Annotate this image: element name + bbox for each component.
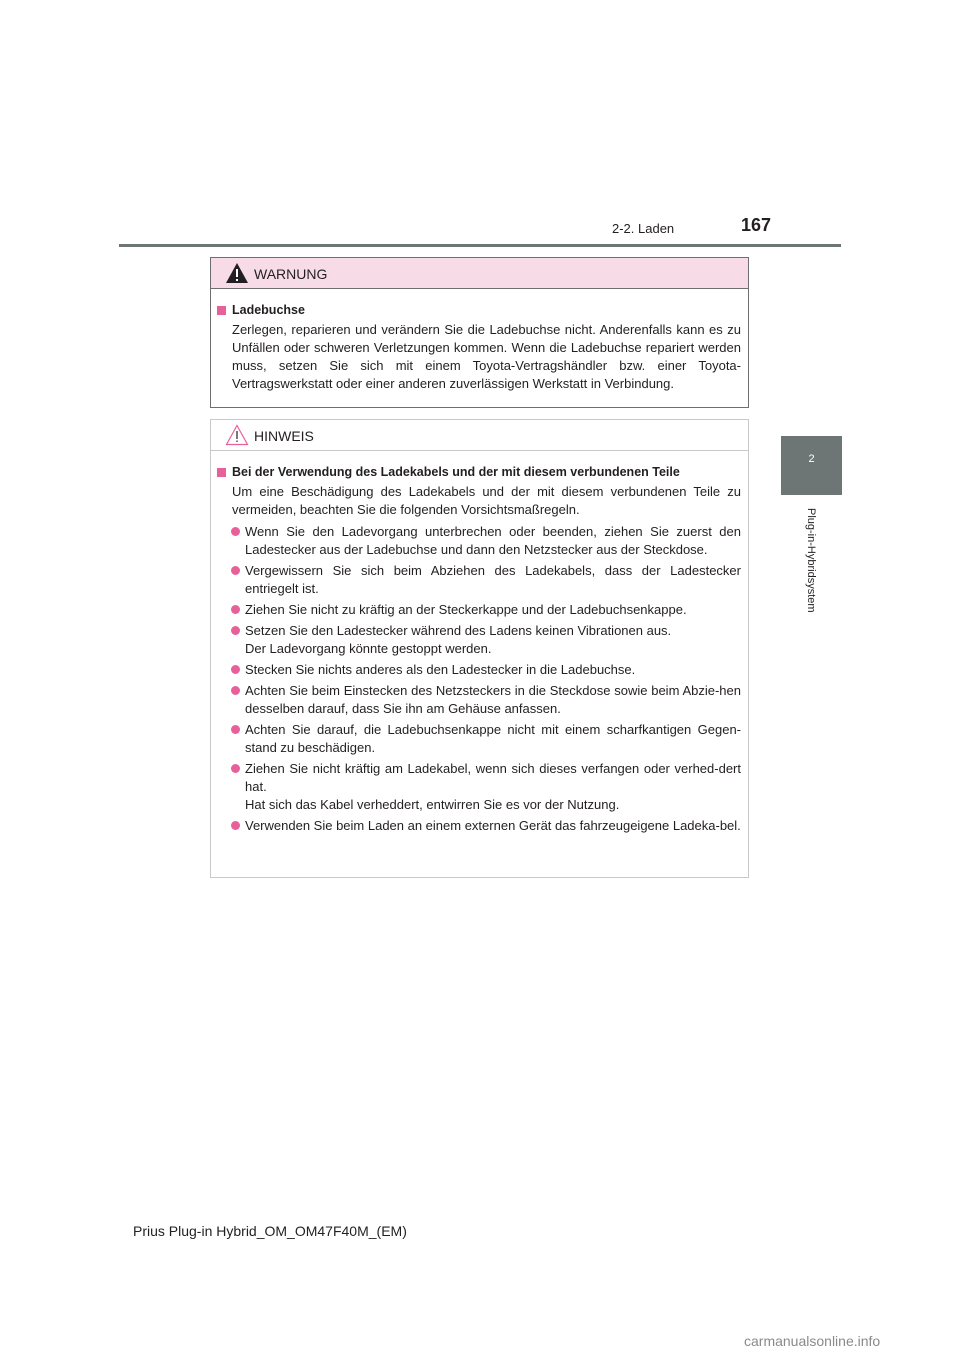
square-bullet-icon <box>217 306 226 315</box>
warning-header <box>211 258 748 289</box>
list-item: Setzen Sie den Ladestecker während des Ladens keinen Vibrationen aus. Der Ladevorgang könnte gestoppt werden. <box>214 622 741 658</box>
hint-content <box>211 451 748 835</box>
circle-bullet-icon <box>231 764 240 773</box>
list-item: Stecken Sie nichts anderes als den Ladestecker in die Ladebuchse. <box>214 661 741 679</box>
circle-bullet-icon <box>231 725 240 734</box>
hint-header <box>211 420 748 451</box>
hint-title: HINWEIS <box>254 428 314 444</box>
hint-intro: Um eine Beschädigung des Ladekabels und der mit diesem verbundenen Teile zu vermeiden, beachten Sie die folgenden Vorsichtsmaßregeln. <box>232 484 741 517</box>
page-number: 167 <box>741 215 772 235</box>
list-item: Ziehen Sie nicht kräftig am Ladekabel, wenn sich dieses verfangen oder verhed-dert hat. Hat sich das Kabel verheddert, entwirren Sie es vor der Nutzung. <box>214 760 741 814</box>
warning-box <box>210 257 749 408</box>
list-item: Vergewissern Sie sich beim Abziehen des Ladekabels, dass der Ladestecker entriegelt ist. <box>214 562 741 598</box>
chapter-title: Plug-in-Hybridsystem <box>805 508 817 613</box>
list-item: Ziehen Sie nicht zu kräftig an der Steckerkappe und der Ladebuchsenkappe. <box>214 601 741 619</box>
circle-bullet-icon <box>231 665 240 674</box>
warning-text: Zerlegen, reparieren und verändern Sie die Ladebuchse nicht. Anderenfalls kann es zu Unfällen oder schweren Verletzungen kommen. Wenn die Ladebuchse repariert werden muss, setzen Sie sich mit einem Toyota-Vertragshändler bzw. einer Toyota-Vertragswerkstatt oder einer anderen zuverlässigen Werkstatt in Verbindung. <box>232 322 741 391</box>
list-item: Wenn Sie den Ladevorgang unterbrechen oder beenden, ziehen Sie zuerst den Ladestecker aus der Ladebuchse und dann den Netzstecker aus der Steckdose. <box>214 523 741 559</box>
section-label: 2-2. Laden <box>612 221 675 236</box>
warning-content <box>211 289 748 393</box>
caution-triangle-icon <box>225 424 249 446</box>
circle-bullet-icon <box>231 821 240 830</box>
hint-box <box>210 419 749 878</box>
list-item: Achten Sie darauf, die Ladebuchsenkappe nicht mit einem scharfkantigen Gegen-stand zu beschädigen. <box>214 721 741 757</box>
warning-triangle-icon <box>225 262 249 284</box>
list-item: Achten Sie beim Einstecken des Netzsteckers in die Steckdose sowie beim Abzie-hen desselben darauf, dass Sie ihn am Gehäuse anfassen. <box>214 682 741 718</box>
circle-bullet-icon <box>231 527 240 536</box>
hint-list <box>214 523 741 835</box>
circle-bullet-icon <box>231 686 240 695</box>
warning-title: WARNUNG <box>254 266 328 282</box>
circle-bullet-icon <box>231 626 240 635</box>
chapter-tab <box>781 436 842 495</box>
watermark-link[interactable]: carmanualsonline.info <box>744 1333 881 1349</box>
square-bullet-icon <box>217 468 226 477</box>
header-rule <box>119 244 841 247</box>
footer-document-id: Prius Plug-in Hybrid_OM_OM47F40M_(EM) <box>133 1223 407 1239</box>
warning-section-title: Ladebuchse <box>214 302 741 319</box>
circle-bullet-icon <box>231 566 240 575</box>
chapter-number: 2 <box>808 453 815 465</box>
hint-section-title: Bei der Verwendung des Ladekabels und der mit diesem verbundenen Teile <box>214 464 741 481</box>
list-item: Verwenden Sie beim Laden an einem externen Gerät das fahrzeugeigene Ladeka-bel. <box>214 817 741 835</box>
circle-bullet-icon <box>231 605 240 614</box>
